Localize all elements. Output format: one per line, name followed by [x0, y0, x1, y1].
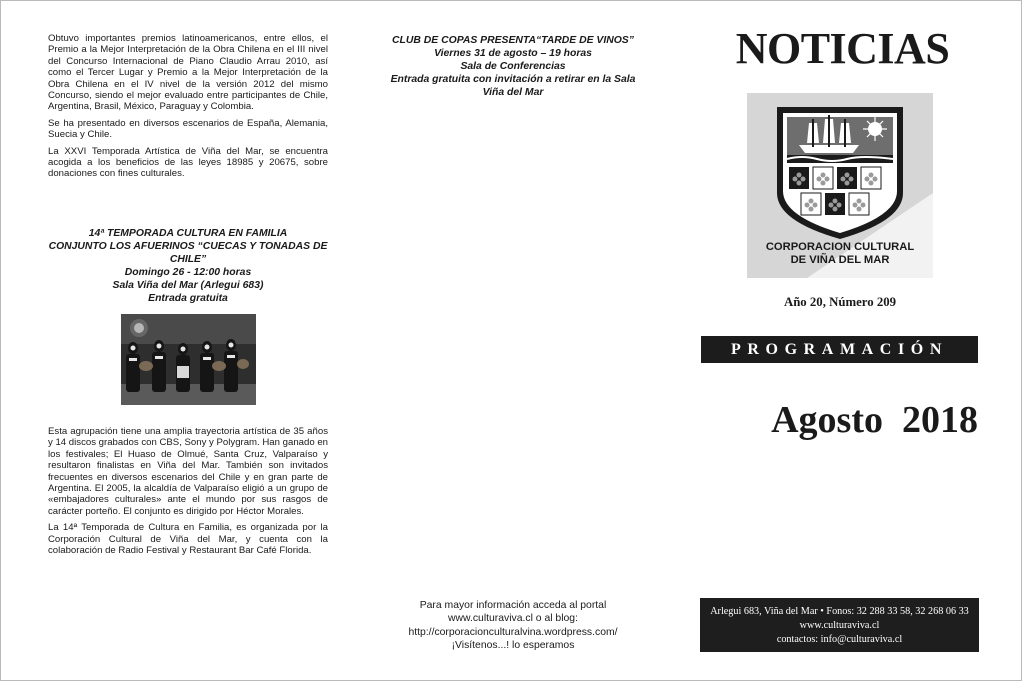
family-event-block [48, 227, 328, 305]
paragraph-stages: Se ha presentado en diversos escenarios de España, Alemania, Suecia y Chile. [48, 117, 328, 141]
family-event-subtitle: CONJUNTO LOS AFUERINOS “CUECAS Y TONADAS DE CHILE” [48, 241, 328, 265]
logo-caption-line1: CORPORACION CULTURAL [765, 241, 915, 253]
more-info-block [369, 599, 657, 653]
contact-box [700, 598, 979, 652]
portal-link[interactable]: www.culturaviva.cl o al blog: [448, 613, 578, 625]
issue-number: Año 20, Número 209 [783, 295, 897, 309]
section-banner: PROGRAMACIÓN [701, 336, 978, 363]
left-column-top [48, 33, 328, 185]
left-column-bottom [48, 426, 328, 561]
band-photo-illustration [121, 314, 256, 405]
family-event-venue: Sala Viña del Mar (Arlegui 683) [112, 280, 264, 291]
contact-web[interactable]: www.culturaviva.cl [799, 620, 880, 631]
paragraph-season-benefits: La XXVI Temporada Artística de Viña del Mar, se encuentra acogida a los beneficios de las leyes 18985 y 20675, sobre donaciones con fines culturales. [48, 145, 328, 180]
family-event-title: 14ª TEMPORADA CULTURA EN FAMILIA [88, 228, 288, 239]
band-photo [121, 314, 256, 405]
club-event-title: CLUB DE COPAS PRESENTA“TARDE DE VINOS” [392, 35, 634, 46]
logo-caption-line2: DE VIÑA DEL MAR [790, 254, 890, 266]
paragraph-season-organizer: La 14ª Temporada de Cultura en Familia, es organizada por la Corporación Cultural de Viña del Mar, y cuenta con la colaboración de Radio Festival y Restaurant Bar Café Florida. [48, 522, 328, 557]
club-event-date: Viernes 31 de agosto – 19 horas [434, 48, 592, 59]
masthead-title: NOTICIAS [735, 24, 950, 73]
contact-email[interactable]: contactos: info@culturaviva.cl [776, 634, 903, 645]
club-copas-block [379, 34, 647, 99]
paragraph-band-history: Esta agrupación tiene una amplia trayectoria artística de 35 años y 14 discos grabados con CBS, Sony y Polygram. Han ganado en los festivales; El Huaso de Olmué, Santa Cruz, Valparaíso y resultaron finalistas en Viña del Mar. También son invitados frecuentes en diversos escenarios del Chile y en gran parte de Argentina. El 2005, la alcaldía de Valparaíso eligió a un grupo de «embajadores culturales» ante el mundo por sus rasgos de carácter porteño. El conjunto es dirigido por Héctor Morales. [48, 426, 328, 517]
family-event-entry: Entrada gratuita [148, 293, 228, 304]
more-info-line: Para mayor información acceda al portal [419, 600, 607, 611]
visit-message: ¡Visítenos...! lo esperamos [451, 640, 575, 652]
club-event-venue: Sala de Conferencias [460, 61, 566, 72]
contact-address: Arlegui 683, Viña del Mar • Fonos: 32 288 33 58, 32 268 06 33 [710, 606, 969, 617]
corporation-logo [747, 93, 933, 278]
family-event-date: Domingo 26 - 12:00 horas [124, 267, 252, 278]
blog-link[interactable]: http://corporacionculturalvina.wordpress.com/ [408, 626, 618, 638]
club-event-entry: Entrada gratuita con invitación a retirar en la Sala Viña del Mar [390, 74, 636, 98]
logo-caption [747, 241, 933, 267]
paragraph-awards: Obtuvo importantes premios latinoamericanos, entre ellos, el Premio a la Mejor Interpretación de la Obra Chilena en el III nivel del Concurso Internacional de Piano Claudio Arrau 2010, así como el Tercer Lugar y Premio a la Mejor Interpretación de la Obra Chilena en el IV nivel de la versión 2012 del mismo Concurso, siendo el mejor evaluado entre participantes de Chile, Argentina, Brasil, México, Paraguay y Colombia. [48, 33, 328, 113]
month-heading: Agosto 2018 [771, 399, 978, 441]
